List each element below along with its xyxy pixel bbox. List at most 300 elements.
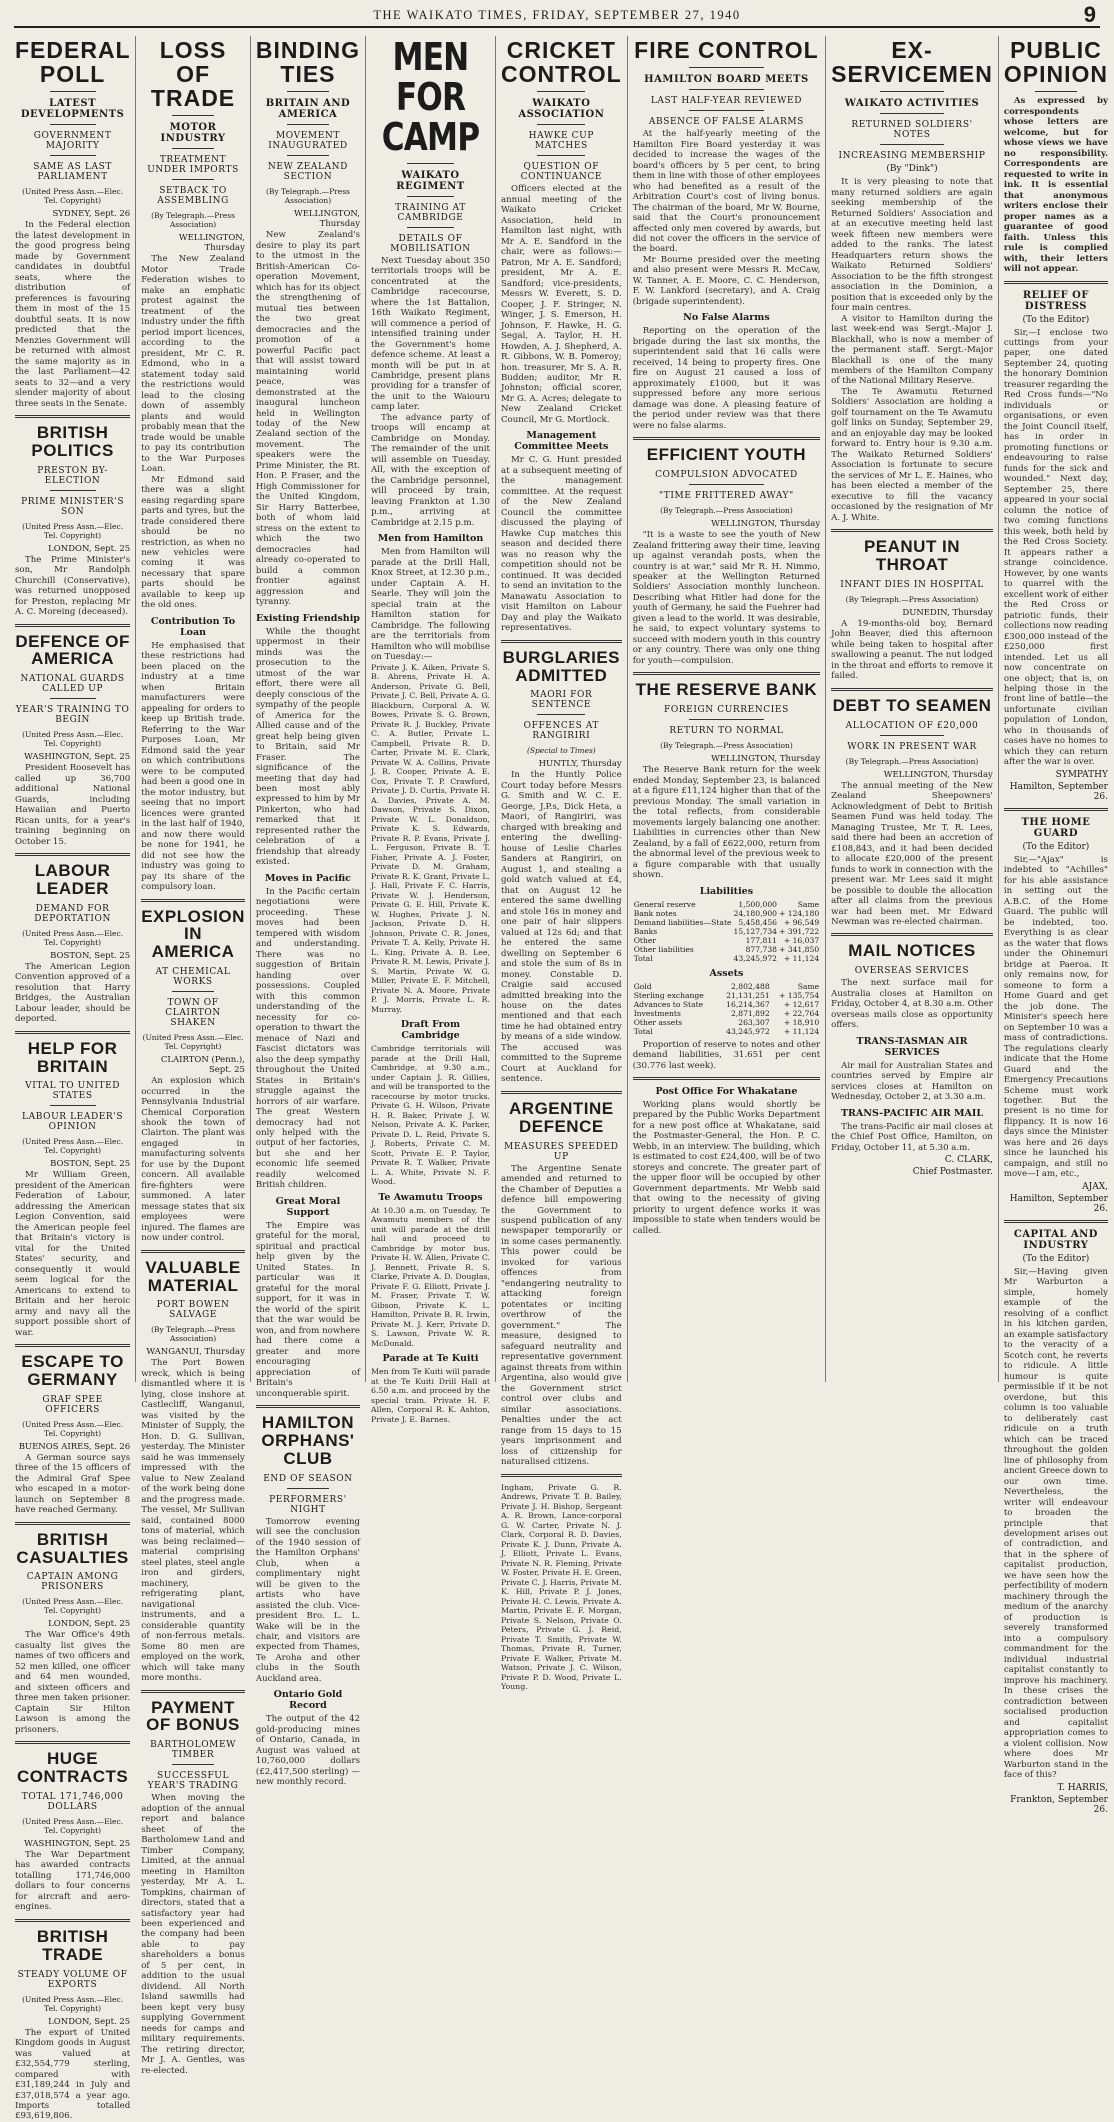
wire-credit: (United Press Assn.—Elec. Tel. Copyright) <box>22 1994 124 2013</box>
table-cell: + 135,754 <box>778 990 820 1000</box>
divider <box>15 1919 130 1922</box>
article-body: Tomorrow evening will see the conclusion of the 1940 session of the Hamilton Orphans' Club, when a complimentary night will be given to the artists who have assisted the club. Vice-president Bro. L. L. Wake will be in the chair, and visitors are expected from Thames, Te Aroha and other clubs in the South Auckland area. <box>255 1516 361 1684</box>
masthead <box>14 2 1100 28</box>
wire-credit: (United Press Assn.—Elec. Tel. Copyright) <box>22 521 124 540</box>
article-post-office <box>633 1086 820 1236</box>
article-body: It is very pleasing to note that many returned soldiers are again seeking membership of the Returned Soldiers' Association and at an executive meeting held last week fifteen new members were added to the ranks. The latest Headquarters return shows the Waikato Returned Soldiers' Association to be the fifth strongest association in the Dominion, a position that is exceeded only by the four main centres. <box>831 177 993 314</box>
article-body: The trans-Pacific air mail closes at the Chief Post Office, Hamilton, on Friday, October 11, at 5.30 a.m. <box>831 1121 993 1153</box>
dateline: WELLINGTON, Thursday <box>178 233 245 254</box>
headline: BRITISH POLITICS <box>31 423 114 460</box>
divider <box>172 148 213 149</box>
article-body: Next Tuesday about 350 territorials troops will be concentrated at the Cambridge racecourse, where the 1st Battalion, 16th Waikato Regiment, will commence a period of intensified training under the Government's home defence scheme. At least a month will be put in at Cambridge, present plans providing for a transfer of the unit to the Waiouru camp later. <box>371 255 490 413</box>
wire-credit: (Special to Times) <box>526 746 596 756</box>
headline: PEANUT IN THROAT <box>863 537 961 575</box>
dateline: CLAIRTON (Penn.), Sept. 25 <box>160 1055 245 1076</box>
table-cell: + 16,037 <box>783 935 820 945</box>
deck: LABOUR LEADER'S OPINION <box>22 1112 124 1133</box>
column-7 <box>826 36 999 1382</box>
letter-relief-of-distress <box>1004 290 1108 802</box>
divider <box>15 1522 130 1525</box>
wire-credit: (By Telegraph.—Press Association) <box>151 1325 235 1344</box>
divider <box>633 672 820 675</box>
table-row <box>633 1018 820 1027</box>
headline: VALUABLE MATERIAL <box>145 1257 241 1295</box>
divider <box>15 415 130 418</box>
deck: INCREASING MEMBERSHIP <box>838 151 986 162</box>
article-body: The export of United Kingdom goods in August was valued at £32,554,779 sterling, compared with £31,189,244 in July and £37,018,574 a year ago. Imports totalled £93,619,806. <box>15 2027 131 2122</box>
article-cricket-control <box>501 38 622 634</box>
dateline: HUNTLY, Thursday <box>538 759 622 770</box>
divider <box>633 437 820 440</box>
divider <box>50 1105 96 1106</box>
dateline: SYDNEY, Sept. 26 <box>52 209 131 220</box>
table-cell: + 22,764 <box>783 1008 820 1018</box>
article-body: An explosion which occurred in the Pennsylvania Industrial Chemical Corporation shook the town of Clairton. The plant was engaged in manufacturing solvents for use by the Dupont concern. All available fire-fighters were summoned. A later message states that six employees were injured. The flames are now under control. <box>141 1076 245 1244</box>
subheading: Draft From Cambridge <box>400 1019 461 1042</box>
divider <box>831 529 993 532</box>
name-roll: Private J. K. Aiken, Private S. B. Ahrens, Private H. A. Anderson, Private G. Bell, Private J. C. Bell, Private A. G. Blackburn, Corporal A. W. Bowes, Private S. G. Brown, Private R. J. Buckley, Private C. A. Butler, Private L. Campbell, Private R. D. Carter, Private M. E. Clark, Private W. A. Collins, Private J. R. Cooper, Private A. E. Cox, Private T. P. Crawford, Private J. D. Curtis, Private H. A. Davies, Private A. M. Dawson, Private S. Dixon, Private W. L. Donaldson, Private K. S. Edwards, Private R. P. Evans, Private J. L. Ferguson, Private B. T. Fisher, Private A. J. Foster, Private D. M. Graham, Private R. K. Grant, Private L. J. Hall, Private F. C. Harris, Private W. J. Henderson, Private G. E. Hill, Private K. W. Hughes, Private J. N. Jackson, Private D. H. Johnson, Private C. R. Jones, Private T. A. Kelly, Private H. L. King, Private A. B. Lee, Private R. M. Lewis, Private J. S. Martin, Private W. G. Miller, Private E. F. Mitchell, Private N. A. Moore, Private P. J. Morris, Private L. R. Murray. <box>371 662 490 1014</box>
deck: QUESTION OF CONTINUANCE <box>520 162 602 183</box>
deck: PRIME MINISTER'S SON <box>21 496 125 517</box>
deck: AT CHEMICAL WORKS <box>155 967 231 988</box>
wire-credit: (By Telegraph.—Press Association) <box>845 594 979 604</box>
deck: ABSENCE OF FALSE ALARMS <box>648 117 804 128</box>
article-body: Air mail for Australian States and countries served by Empire air services closes at Hamilton on Wednesday, October 2, at 3.30 a.m. <box>831 1060 993 1103</box>
divider <box>831 933 993 936</box>
divider <box>141 899 245 902</box>
divider <box>501 1474 622 1477</box>
table-cell: Same <box>797 981 820 991</box>
article-peanut-in-throat <box>831 538 993 682</box>
table-cell: 16,214,367 <box>726 999 770 1009</box>
wire-credit: (By Telegraph.—Press Association) <box>151 211 235 230</box>
dateline: BUENOS AIRES, Sept. 26 <box>18 1441 131 1452</box>
signature: Hamilton, September 26. <box>1009 1193 1108 1214</box>
wire-credit: (United Press Assn.—Elec. Tel. Copyright) <box>22 1137 124 1156</box>
divider <box>50 124 96 125</box>
article-body: The annual meeting of the New Zealand Sheepowners' Acknowledgment of Debt to British Seamen Fund was held today. The Managing Trustee, Mr T. R. Lees, said there had been an accretion of £108,843, and it had been decided to allocate £20,000 of the present funds to work in connection with the present war. Mr Lees said it might be possible to double the allocation after all claims from the previous war had been met. Mr Edward Newman was re-elected chairman. <box>831 780 993 927</box>
article-loss-of-trade <box>141 38 245 893</box>
divider <box>287 91 329 92</box>
wire-credit: (By Telegraph.—Press Association) <box>660 506 793 516</box>
article-body: New Zealand's desire to play its part to the utmost in the British-American Co-operation Movement, which has for its object the strengthening of mutual ties between the two great democracies and the promotion of a powerful Pacific pact that will assist toward maintaining world peace, was demonstrated at the inaugural luncheon held in Wellington today of the New Zealand section of the movement. The speakers were the Prime Minister, the Rt. Hon. P. Fraser, and the High Commissioner for the United Kingdom, Sir Harry Batterbee, both of whom laid stress on the extent to which the two democracies had already co-operated to build a common frontier against aggression and tyranny. <box>255 230 361 608</box>
table-title: Liabilities <box>699 885 754 897</box>
article-body: A visitor to Hamilton during the last week-end was Sergt.-Major J. Blackhall, who is now a member of the permanent staff. Sergt.-Major Blackhall is one of the many members of the Hamilton Company of the National Military Reserve. <box>831 313 993 387</box>
table-cell: 43,245,972 <box>733 953 777 963</box>
headline: DEFENCE OF AMERICA <box>15 631 130 669</box>
divider <box>880 144 945 145</box>
article-body: The Reserve Bank return for the week ended Monday, September 23, is balanced at a figure £11,124 higher than that of the previous Monday. The small variation in the total reflects, from considerable movements largely balancing one another. Liabilities in currencies other than New Zealand, by a fall of £622,000, return from the abnormal level of the previous week to a figure comparable with that usually shown. <box>632 765 821 881</box>
headline: LOSS OF TRADE <box>150 37 236 112</box>
headline: CRICKET CONTROL <box>500 37 622 88</box>
article-body: The Argentine Senate amended and returned to the Chamber of Deputies a defence bill empowering the Government to suspend publication of any newspaper temporarily or in some cases permanently. This power could be invoked for various offences from "endangering neutrality to attacking foreign potentates or inciting overthrow of the government." The measure, designed to safeguard neutrality and representative government against threats from within Argentina, also would give the Government strict control over clubs and similar associations. Penalties under the act range from 15 days to 15 years imprisonment and loss of citizenship for naturalised citizens. <box>500 1163 622 1468</box>
wire-credit: (By Telegraph.—Press Association) <box>266 187 350 206</box>
table-cell: + 11,124 <box>783 953 820 963</box>
article-argentine-defence <box>501 1100 622 1692</box>
column-5 <box>496 36 628 1692</box>
deck: WAIKATO ASSOCIATION <box>518 98 605 121</box>
deck: DETAILS OF MOBILISATION <box>390 233 471 254</box>
article-fire-control <box>633 38 820 431</box>
deck: INFANT DIES IN HOSPITAL <box>840 579 984 590</box>
table-cell: Other liabilities <box>633 944 694 954</box>
deck: MAORI FOR SENTENCE <box>530 690 593 711</box>
divider <box>15 853 130 856</box>
divider <box>407 196 455 197</box>
article-body: The War Office's 49th casualty list gives the names of two officers and 52 men killed, one officer and 64 men wounded, and sixteen officers and three men taken prisoner. Captain Sir Hilton Lawson is among the prisoners. <box>15 1630 131 1735</box>
article-burglaries-admitted <box>501 649 622 1085</box>
column-1 <box>10 36 136 2122</box>
article-reserve-bank <box>633 681 820 1071</box>
divider <box>633 1077 820 1080</box>
article-body: The Prime Minister's son, Mr Randolph Churchill (Conservative), was returned unopposed for Preston, replacing Mr A. C. Moreing (deceased). <box>15 554 131 618</box>
dateline: LONDON, Sept. 25 <box>48 543 131 554</box>
article-body: President Roosevelt has called up 36,700 additional National Guards, including Hawaiian and Puerto Rican units, for a year's training beginning on October 15. <box>15 763 131 847</box>
article-body: A German source says three of the 15 officers of the Admiral Graf Spee who escaped in a motor-launch on September 8 have reached Germany. <box>15 1452 131 1516</box>
column-3 <box>251 36 366 1788</box>
salutation: (To the Editor) <box>1022 1253 1090 1264</box>
table-cell: Advances to State <box>633 999 704 1009</box>
article-british-casualties <box>15 1531 130 1736</box>
deck: WORK IN PRESENT WAR <box>847 741 977 752</box>
deck: OVERSEAS SERVICES <box>854 966 970 977</box>
table-cell: 43,245,972 <box>726 1026 770 1036</box>
article-efficient-youth <box>633 446 820 666</box>
article-body: In the Pacific certain negotiations were proceeding. These moves had been tempered with wisdom and understanding. There was no suggestion of Britain handing over possessions. Coupled with this common understanding of the necessity for co-operation to thwart the menace of Nazi and Fascist dictators was also the deep sympathy throughout the United States in Britain's struggle against the horrors of air warfare. The great Western democracy had not only helped with the output of her factories, but she and her economic life seemed readily welcomed British children. <box>255 886 361 1191</box>
article-body: Mr Edmond said there was a slight easing regarding spare parts and tyres, but the trade considered there should be no restriction, as when no new vehicles were coming it was necessary that spare parts should be available to keep up the old ones. <box>141 474 245 611</box>
dateline: BOSTON, Sept. 25 <box>50 950 131 961</box>
wire-credit: (United Press Assn.—Elec. Tel. Copyright) <box>22 1419 124 1438</box>
letter-body: Sir,—I enclose two cuttings from your paper, one dated September 24, quoting the honorary Dominion treasurer regarding the Red Cross funds—"No individuals or organisations, or even the Joint Council itself, has in order in promoting functions or endeavouring to raise funds for the sick and wounded." Next day, September 25, there appeared in your social column the notice of two coming functions this week, both held by the Red Cross Society. It appears rather a strange coincidence. However, by one wants to quarrel with the excellent work of either the Red Cross or patriotic funds, their collections now reading £300,000 instead of the £250,000 first intended. Let us all now concentrate on one object; that is, on helping those in the front line of battle—the unfortunate civilian population of London, who in thousands of cases have no homes to which they can return after the war is over. <box>1003 327 1108 768</box>
subheading: Moves in Pacific <box>264 872 351 884</box>
subheading: Men from Hamilton <box>377 533 484 545</box>
name-roll: At 10.30 a.m. on Tuesday, Te Awamutu members of the unit will parade at the drill hall and proceed to Cambridge by motor bus. Private H. W. Allen, Private C. J. Bennett, Private R. S. Clarke, Private A. D. Douglas, Private F. G. Elliott, Private J. M. Fraser, Private T. W. Gibson, Private K. L. Hamilton, Private B. R. Irwin, Private M. J. Kerr, Private D. S. Lawson, Private W. R. McDonald. <box>371 1205 490 1348</box>
liabilities-table <box>633 900 820 963</box>
dateline: LONDON, Sept. 25 <box>48 2016 131 2027</box>
article-body: Officers elected at the annual meeting of the Waikato Cricket Association, held in Hamilton last night, with Mr A. E. Sandford in the chair, were as follows:—Patron, Mr A. E. Sandford; president, Mr A. E. Sandford; vice-presidents, Messrs W. Everett, S. D. Cooper, J. F. Stringer, N. Winger, J. S. Emerson, H. Johnson, F. Hawke, H. G. Segal, A. Taylor, H. H. Howden, A. J. Shepherd, A. R. Gibbons, W. B. Pomeroy; hon. treasurer, Mr S. A. R. Budden; auditor, Mr R. Johnston; official scorer, Mr G. A. Acres; delegate to New Zealand Cricket Council, Mr G. Mortlock. <box>500 184 622 425</box>
article-ex-servicemen <box>831 38 993 523</box>
deck: SETBACK TO ASSEMBLING <box>157 186 229 207</box>
table-row <box>633 927 820 936</box>
deck: GRAF SPEE OFFICERS <box>42 1394 103 1415</box>
signature: T. HARRIS, <box>1057 1782 1108 1793</box>
divider <box>501 1091 622 1094</box>
divider <box>172 179 213 180</box>
table-cell: + 391,722 <box>778 926 820 936</box>
figures-table <box>633 982 820 1036</box>
table-cell: General reserve <box>633 899 696 909</box>
headline: ARGENTINE DEFENCE <box>509 1098 614 1136</box>
table-cell: 177,811 <box>745 935 777 945</box>
divider <box>880 113 945 114</box>
divider <box>141 1690 245 1693</box>
article-labour-leader <box>15 862 130 1025</box>
article-british-politics <box>15 424 130 618</box>
headline: BRITISH TRADE <box>36 1926 109 1964</box>
subheading: No False Alarms <box>683 312 770 324</box>
article-escape-to-germany <box>15 1353 130 1516</box>
deck: BARTHOLOMEW TIMBER <box>150 1740 237 1761</box>
table-cell: + 11,124 <box>783 1026 820 1036</box>
divider <box>407 163 455 164</box>
table-row <box>633 936 820 945</box>
deck: HAWKE CUP MATCHES <box>528 131 594 152</box>
subheading: TRANS-TASMAN AIR SERVICES <box>856 1035 968 1058</box>
signature: Hamilton, September 26. <box>1009 781 1108 802</box>
divider <box>15 624 130 627</box>
table-row <box>633 900 820 909</box>
article-body: Working plans would shortly be prepared by the Public Works Department for a new post office at Whakatane, said the Postmaster-General, the Hon. P. C. Webb, in an interview. The building, which is estimated to cost £24,400, will be of two storeys and concrete. The greater part of the upper floor will be occupied by other Government departments. Mr Webb said that owing to the necessity of giving priority to urgent defence works it was impossible to state when tenders would be called. <box>632 1099 821 1236</box>
headline: HUGE CONTRACTS <box>16 1749 129 1787</box>
subheading: TRANS-PACIFIC AIR MAIL <box>840 1107 984 1119</box>
column-4 <box>366 35 496 1424</box>
table-title: Assets <box>709 967 744 979</box>
headline: FIRE CONTROL <box>634 37 819 63</box>
table-cell: Gold <box>633 981 652 991</box>
table-cell: + 341,850 <box>778 944 820 954</box>
deck: LATEST DEVELOPMENTS <box>20 98 125 121</box>
headline: MEN FOR CAMP <box>381 35 480 159</box>
table-cell: Sterling exchange <box>633 990 704 1000</box>
subheading: Te Awamutu Troops <box>378 1191 483 1203</box>
signature: C. CLARK, <box>944 1155 993 1166</box>
headline: EX-SERVICEMEN <box>831 37 993 88</box>
dateline: WELLINGTON, Thursday <box>711 754 821 765</box>
dateline: LONDON, Sept. 25 <box>48 1619 131 1630</box>
article-body: At the half-yearly meeting of the Hamilton Fire Board yesterday it was decided to increase the wages of the board's officers by 5 per cent, to bring them in line with those of other employees who had benefited as a result of the Arbitration Court's cost of living bonus. The chairman of the board, Mr W. Bourne, said that the Court's pronouncement affected only men covered by awards, but did not cover the officers in the service of the board. <box>632 129 821 255</box>
table-cell: Same <box>797 899 820 909</box>
article-body: "It is a waste to see the youth of New Zealand frittering away their time, leaving up against verandah posts, when the country is at war," said Mr R. H. Nimmo, speaker at the Wellington Returned Soldiers' Association monthly luncheon. Describing what Hitler had done for the youth of Germany, he said the Fuehrer had given a lead to the world. It was desirable, he said, to expect voluntary systems to succeed with modern youth in this country or any country. There was only one thing for youth—compulsion. <box>632 530 821 666</box>
divider <box>287 124 329 125</box>
column-8 <box>999 36 1113 1815</box>
table-cell: 15,127,734 <box>733 926 777 936</box>
figures-table <box>633 900 820 963</box>
subheading: Ontario Gold Record <box>273 1689 343 1712</box>
divider <box>172 991 213 992</box>
table-cell: Total <box>633 953 653 963</box>
headline: MAIL NOTICES <box>848 941 976 961</box>
table-cell: Banks <box>633 926 658 936</box>
table-cell: + 12,617 <box>783 999 820 1009</box>
deck: ALLOCATION OF £20,000 <box>845 720 979 731</box>
divider <box>537 714 585 715</box>
article-help-for-britain <box>15 1040 130 1338</box>
dateline: WELLINGTON, Thursday <box>293 209 361 230</box>
deck: MEASURES SPEEDED UP <box>504 1141 619 1162</box>
article-payment-of-bonus <box>141 1699 245 2077</box>
headline: BURGLARIES ADMITTED <box>502 647 621 685</box>
table-cell: Demand liabilities—State <box>633 917 732 927</box>
table-cell: 24,180,900 <box>733 908 777 918</box>
column-6 <box>628 36 826 1382</box>
article-body: Proportion of reserve to notes and other demand liabilities, 31.651 per cent (30.776 last week). <box>632 1039 821 1071</box>
deck: DEMAND FOR DEPORTATION <box>34 903 111 924</box>
divider <box>1035 91 1077 92</box>
divider <box>407 227 455 228</box>
article-debt-to-seamen <box>831 697 993 928</box>
headline: EFFICIENT YOUTH <box>646 445 807 465</box>
subheading: Contribution To Loan <box>150 615 236 638</box>
article-body: While the thought uppermost in their minds was the prosecution to the utmost of the war effort, there were all deeply conscious of the sympathy of the people of America for the Allied cause and of the great help being given to Britain, said Mr Fraser. The significance of the meeting that day had been most ably expressed to him by Mr Pinkerton, who had remarked that it represented rather the celebration of a friendship that already existed. <box>255 626 361 868</box>
deck: SAME AS LAST PARLIAMENT <box>33 162 112 183</box>
deck: WAIKATO REGIMENT <box>396 169 465 192</box>
table-row <box>633 1009 820 1018</box>
table-cell: 877,738 <box>745 944 777 954</box>
deck: STEADY VOLUME OF EXPORTS <box>17 1969 128 1990</box>
divider <box>689 484 764 485</box>
wire-credit: (United Press Assn.—Elec. Tel. Copyright) <box>22 1817 124 1835</box>
dateline: WELLINGTON, Thursday <box>711 519 821 530</box>
divider <box>880 91 945 92</box>
deck: RELIEF OF DISTRESS <box>1022 289 1089 312</box>
table-row <box>633 991 820 1000</box>
headline: BRITISH CASUALTIES <box>16 1529 129 1567</box>
article-binding-ties <box>256 38 360 1399</box>
wire-credit: (By Telegraph.—Press Association) <box>660 741 793 751</box>
article-huge-contracts <box>15 1750 130 1913</box>
table-cell: Other assets <box>633 1017 683 1027</box>
deck: GOVERNMENT MAJORITY <box>33 131 112 152</box>
deck: NATIONAL GUARDS CALLED UP <box>20 674 125 695</box>
columns <box>10 35 1108 2122</box>
table-row <box>633 1000 820 1009</box>
article-body: Mr William Green, president of the American Federation of Labour, addressing the American Legion Convention, said the American people feel that Britain's victory is vital for the United States' security, and consequently it would seem logical for the Americans to extend to Britain and her heroic army and navy all the support possible short of war. <box>15 1170 131 1338</box>
divider <box>50 490 96 491</box>
deck: NEW ZEALAND SECTION <box>267 162 348 183</box>
table-cell: 1,500,000 <box>738 899 777 909</box>
article-body: Mr C. G. Hunt presided at a subsequent meeting of the management committee. At the request of the New Zealand Council the committee discussed the playing of Hawke Cup matches this season and decided there was no reason why the competition should not be continued. It was decided to send an invitation to the Manawatu Association to visit Hamilton on Labour Day and play the Waikato representatives. <box>500 455 622 634</box>
divider <box>141 1250 245 1253</box>
divider <box>537 91 585 92</box>
divider <box>501 640 622 643</box>
deck: TOTAL 171,746,000 DOLLARS <box>21 1792 124 1812</box>
table-row <box>633 982 820 991</box>
article-defence-of-america <box>15 633 130 848</box>
divider <box>15 1031 130 1034</box>
editorial-note: As expressed by correspondents whose letters are welcome, but for whose views we have no responsibility. Correspondents are requested to write in ink. It is essential that anonymous writers enclose their proper names as a guarantee of good faith. Unless this rule is complied with, their letters will not appear. <box>1003 96 1108 275</box>
deck: PRESTON BY-ELECTION <box>37 465 108 486</box>
article-body: In the Federal election the latest development in the good progress being made by Government candidates in doubtful seats, where the distribution of preferences is favouring them in most of the 15 doubtful seats. It is now predicted that the Menzies Government will be returned with almost the same majority as in the last Parliament—42 seats to 32—and a very slender majority of about three seats in the Senate. <box>15 220 131 409</box>
name-roll: Ingham, Private G. R. Andrews, Private T. B. Bailey, Private J. H. Bishop, Sergeant A. R. Brown, Lance-corporal G. W. Carter, Private N. J. Clark, Corporal R. D. Davies, Private K. J. Dunn, Private A. J. Elliott, Private L. Evans, Private N. R. Fleming, Private W. Foster, Private H. E. Green, Private C. J. Harris, Private M. K. Hill, Private P. J. Jones, Private H. C. Lewis, Private A. Martin, Private E. F. Morgan, Private S. Nelson, Private O. Peters, Private G. J. Reid, Private T. Smith, Private W. Thomas, Private R. Turner, Private F. Walker, Private M. Watson, Private J. C. Wilson, Private P. D. Wood, Private L. Young. <box>500 1482 622 1692</box>
table-cell: Bank notes <box>633 908 677 918</box>
article-body: The Empire was grateful for the moral, spiritual and practical help given by the United States. In particular was it grateful for the moral support, for it was in the world of the spirit that the war would be won, and from nowhere had there come a greater and more encouraging appreciation of Britain's unconquerable spirit. <box>255 1220 361 1399</box>
divider <box>15 1344 130 1347</box>
headline: HAMILTON ORPHANS' CLUB <box>261 1413 355 1468</box>
divider <box>1004 808 1108 811</box>
deck: VITAL TO UNITED STATES <box>25 1081 121 1102</box>
divider <box>689 67 764 68</box>
signature: AJAX, <box>1082 1181 1108 1192</box>
article-body: The output of the 42 gold-producing mines of Ontario, Canada, in August was valued at 10,760,000 dollars (£2,417,500 sterling) — new monthly record. <box>255 1714 361 1788</box>
table-cell: 5,458,456 <box>738 917 777 927</box>
article-body: The next surface mail for Australia closes at Hamilton on Friday, October 4, at 8.30 a.m. Other overseas mails close as opportunity offers. <box>831 978 993 1031</box>
dateline: DUNEDIN, Thursday <box>902 607 993 618</box>
article-body: The advance party of troops will encamp at Cambridge on Monday. The remainder of the unit will assemble on Tuesday. All, with the exception of the Cambridge personnel, will proceed by train, leaving Frankton at 1.30 p.m., arriving at Cambridge at 2.15 p.m. <box>371 412 490 528</box>
subheading: Existing Friendship <box>255 612 360 624</box>
letter-body: Sir,—"Ajax" is indebted to "Achilles" for his able assistance in setting out the A.B.C. of the Home Guard. The public will be indebted, too. Everything is as clear as the water that flows under the Ohinemuri bridge at Paeroa. It only remains now, for someone to form a Home Guard and get the job done. The Minister's speech here on September 10 was a mass of contradictions. The regulations clearly indicate that the Home Guard and the Emergency Precautions Scheme must work together. But the present is no time for flippancy. It is now 16 days since the Minister was here and 26 days since he launched his campaign, and still no move—I am, etc., <box>1003 854 1108 1180</box>
deck: THE HOME GUARD <box>1021 816 1091 839</box>
article-mail-notices <box>831 942 993 1177</box>
deck: HAMILTON BOARD MEETS <box>644 74 809 86</box>
table-row <box>633 954 820 963</box>
subheading: Management Committee Meets <box>514 430 609 453</box>
divider <box>1004 1220 1108 1223</box>
deck: SUCCESSFUL YEAR'S TRADING <box>147 1771 239 1792</box>
article-body: A 19-months-old boy, Bernard John Beaver, died this afternoon while being taken to hospital after swallowing a peanut. The nut lodged in the throat and efforts to remove it failed. <box>831 618 993 682</box>
table-cell: 21,131,251 <box>726 990 770 1000</box>
wire-credit: (By Telegraph.—Press Association) <box>845 756 979 766</box>
deck: CAPTAIN AMONG PRISONERS <box>26 1572 119 1593</box>
article-body: The American Legion Convention approved of a resolution that Harry Bridges, the Australian Labour leader, should be deported. <box>15 961 131 1025</box>
article-british-trade <box>15 1928 130 2122</box>
divider <box>50 91 96 92</box>
table-cell: 2,802,488 <box>731 981 770 991</box>
table-cell: + 96,549 <box>783 917 820 927</box>
subheading: Parade at Te Kuiti <box>382 1353 479 1365</box>
article-body: Reporting on the operation of the brigade during the last six months, the superintendent said that 16 calls were received, 14 being to property fires. One fire on August 21 caused a loss of approximately £1000, but it was suppressed before any more serious damage was done. A pleasing feature of the period under review was that there were no false alarms. <box>632 326 821 431</box>
deck: FOREIGN CURRENCIES <box>663 705 789 716</box>
deck: CAPITAL AND INDUSTRY <box>1013 1228 1098 1251</box>
deck: END OF SEASON <box>263 1473 353 1484</box>
divider <box>880 735 945 736</box>
divider <box>287 155 329 156</box>
deck: PORT BOWEN SALVAGE <box>156 1300 230 1321</box>
article-federal-poll <box>15 38 130 409</box>
divider <box>689 89 764 90</box>
table-cell: Total <box>633 1026 653 1036</box>
table-row <box>633 945 820 954</box>
table-cell: Other <box>633 935 656 945</box>
article-explosion-in-america <box>141 908 245 1244</box>
deck: LAST HALF-YEAR REVIEWED <box>650 96 803 107</box>
divider <box>172 1764 213 1765</box>
deck: COMPULSION ADVOCATED <box>655 470 798 481</box>
table-cell: Investments <box>633 1008 681 1018</box>
byline: (By "Dink") <box>886 164 938 175</box>
divider <box>172 115 213 116</box>
article-body: In the Huntly Police Court today before Messrs G. Smith and W. C. E. George, J.P.s, Dick Heta, a Maori, of Rangiriri, was charged with breaking and entering the dwelling-house of Leslie Charles Sanders at Rangiriri, on August 1, and stealing a gold watch valued at £4, that on August 12 he entered the same dwelling and stole 16s in money and one pair of hair slippers valued at 12s 6d; and that he entered the same dwelling on September 6 and stole the sum of 8s in money. Constable D. Craigie said accused admitted breaking into the house on the dates mentioned and that each time he had obtained entry by means of a side window. The accused was committed to the Supreme Court at Auckland for sentence. <box>500 770 622 1085</box>
table-cell: + 18,910 <box>783 1017 820 1027</box>
column-2 <box>136 36 251 2076</box>
table-row <box>633 1027 820 1036</box>
table-row <box>633 909 820 918</box>
dateline: WANGANUI, Thursday <box>146 1347 245 1358</box>
article-public-opinion <box>1004 38 1108 275</box>
headline: LABOUR LEADER <box>34 861 111 898</box>
dateline: BOSTON, Sept. 25 <box>50 1159 131 1170</box>
deck: RETURN TO NORMAL <box>669 726 784 737</box>
divider <box>256 1405 360 1408</box>
deck: MOVEMENT INAUGURATED <box>268 131 348 152</box>
letter-body: Sir,—Having given Mr Warburton a simple, homely example of the resolving of a conflict in his kitchen garden, an example satisfactory to the veracity of a Scotch cont, he reverts to ridicule. A little humour is quite permissible if it be not overdone, but this column is too valuable to deliberately cast ridicule on a truth which can be traced throughout the golden line of philosophy from ancient Greece down to our own time. Nevertheless, the writer will endeavour to broaden the principle that development arises out of contradiction, and that in the sphere of capitalist production, we have seen how the perfectibility of modern machinery through the medium of the anarchy of production is severely transformed into a compulsory commandment for the individual industrial capitalist constantly to improve his machinery. In these crises the contradiction between socialised production and capitalist appropriation comes to a violent collision. Now where does Mr Warburton stand in the face of this? <box>1003 1266 1108 1781</box>
divider <box>831 688 993 691</box>
article-body: The Port Bowen wreck, which is being dismantled where it is lying, close inshore at Castlecliff, Wanganui, was visited by the Minister of Supply, the Hon. D. G. Sullivan, yesterday. The Minister said he was immensely impressed with the value to New Zealand of the work being done and the progress made. The vessel, Mr Sullivan said, contained 8000 tons of material, which was being reclaimed—material comprising steel plates, steel angle iron and girders, machinery, refrigerating plant, navigational instruments, and a considerable quantity of non-ferrous metals. Some 80 men are employed on the work, which will take many more months. <box>141 1358 245 1684</box>
headline: FEDERAL POLL <box>15 37 131 88</box>
letter-home-guard <box>1004 817 1108 1214</box>
masthead-title: THE WAIKATO TIMES, FRIDAY, SEPTEMBER 27, 1940 <box>373 8 741 22</box>
page-number: 9 <box>1083 2 1096 27</box>
deck: MOTOR INDUSTRY <box>160 122 226 145</box>
divider <box>537 124 585 125</box>
divider <box>689 719 764 720</box>
headline: HELP FOR BRITAIN <box>27 1038 118 1076</box>
divider <box>537 155 585 156</box>
divider <box>50 155 96 156</box>
article-body: The War Department has awarded contracts totalling 171,746,000 dollars to four concerns for aircraft and aero-engines. <box>15 1850 131 1913</box>
letter-capital-and-industry <box>1004 1229 1108 1815</box>
article-body: The Te Awamutu Returned Soldiers' Association are holding a golf tournament on the Te Awamutu golf links on Sunday, September 29, and an enjoyable day may be looked forward to. Entry hour is 9.30 a.m. The Waikato Returned Soldiers' Association is fortunate to secure the services of Mr L. E. Haines, who has been elected a member of the executive to fill the vacancy occasioned by the resignation of Mr A. J. White. <box>831 386 993 523</box>
deck: "TIME FRITTERED AWAY" <box>659 491 794 502</box>
